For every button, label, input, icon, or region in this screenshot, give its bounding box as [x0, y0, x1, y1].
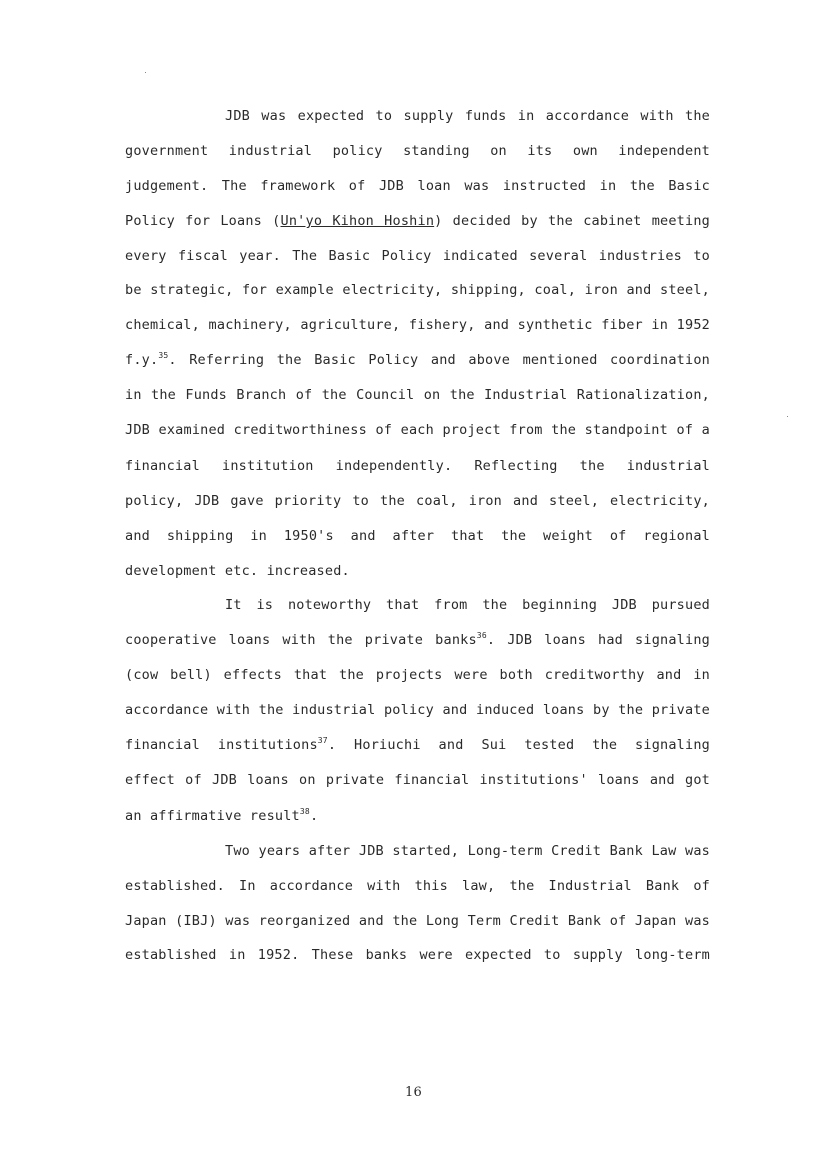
- paragraph-1-line-8: [125, 351, 710, 369]
- paragraph-1-line-11: financial institution independently. Reflecting the industrial: [125, 458, 710, 474]
- line-text: ) decided by the cabinet meeting: [434, 213, 710, 229]
- paragraph-1-line-6: be strategic, for example electricity, shipping, coal, iron and steel,: [125, 282, 710, 298]
- paragraph-3-line-4: established in 1952. These banks were expected to supply long-term: [125, 947, 710, 963]
- paragraph-1-line-10: JDB examined creditworthiness of each project from the standpoint of a: [125, 422, 710, 438]
- footnote-ref: 36: [476, 631, 487, 640]
- paragraph-2-line-4: accordance with the industrial policy and induced loans by the private: [125, 702, 710, 718]
- line-text: . Horiuchi and Sui tested the signaling: [327, 737, 710, 753]
- paragraph-1-line-14: development etc. increased.: [125, 563, 350, 579]
- paragraph-1-line-1: JDB was expected to supply funds in accordance with the: [225, 108, 710, 124]
- line-text: an affirmative result: [125, 808, 300, 824]
- paragraph-1-line-12: policy, JDB gave priority to the coal, iron and steel, electricity,: [125, 493, 710, 509]
- paragraph-2-line-1: It is noteworthy that from the beginning JDB pursued: [225, 597, 710, 613]
- paragraph-2-line-2: [125, 631, 710, 649]
- footnote-ref: 38: [299, 807, 310, 816]
- scan-speck: [787, 416, 788, 417]
- page-number: 16: [405, 1085, 422, 1100]
- line-text: f.y.: [125, 352, 159, 368]
- paragraph-1-line-9: in the Funds Branch of the Council on the Industrial Rationalization,: [125, 387, 710, 403]
- paragraph-1-line-7: chemical, machinery, agriculture, fishery, and synthetic fiber in 1952: [125, 317, 710, 333]
- line-text: financial institutions: [125, 737, 318, 753]
- paragraph-2-line-7: [125, 807, 710, 825]
- paragraph-2-line-3: (cow bell) effects that the projects were both creditworthy and in: [125, 667, 710, 683]
- paragraph-1-line-13: and shipping in 1950's and after that the weight of regional: [125, 528, 710, 544]
- line-text: Policy for Loans (: [125, 213, 281, 229]
- footnote-ref: 37: [317, 736, 328, 745]
- paragraph-3-line-3: Japan (IBJ) was reorganized and the Long Term Credit Bank of Japan was: [125, 913, 710, 929]
- paragraph-3-line-1: Two years after JDB started, Long-term Credit Bank Law was: [225, 843, 710, 859]
- paragraph-1-line-3: judgement. The framework of JDB loan was instructed in the Basic: [125, 178, 710, 194]
- japanese-term: Un'yo Kihon Hoshin: [280, 213, 435, 229]
- line-text: . JDB loans had signaling: [486, 632, 710, 648]
- footnote-ref: 35: [158, 351, 169, 360]
- line-text: .: [309, 808, 319, 824]
- paragraph-3-line-2: established. In accordance with this law, the Industrial Bank of: [125, 878, 710, 894]
- line-text: cooperative loans with the private banks: [125, 632, 477, 648]
- paragraph-2-line-6: effect of JDB loans on private financial institutions' loans and got: [125, 772, 710, 788]
- paragraph-2-line-5: [125, 736, 710, 754]
- scan-speck: [145, 72, 146, 73]
- paragraph-1-line-4: [125, 212, 710, 230]
- paragraph-1-line-5: every fiscal year. The Basic Policy indicated several industries to: [125, 248, 710, 264]
- line-text: . Referring the Basic Policy and above mentioned coordination: [168, 352, 710, 368]
- paragraph-1-line-2: government industrial policy standing on its own independent: [125, 143, 710, 159]
